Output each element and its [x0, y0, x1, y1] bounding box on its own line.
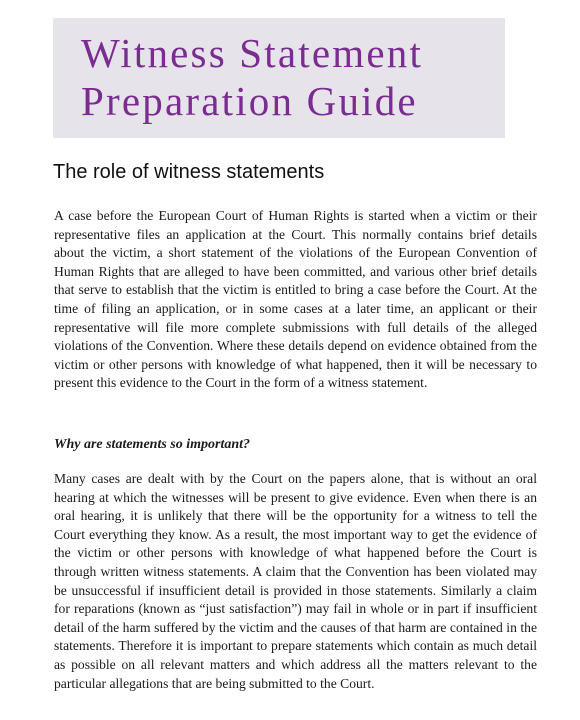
subheading-why-important: Why are statements so important? — [54, 437, 251, 452]
document-title-line-1: Witness Statement — [81, 30, 424, 76]
document-title-line-2: Preparation Guide — [81, 78, 418, 124]
title-banner — [53, 18, 505, 138]
paragraph-role-of-statements: A case before the European Court of Human Rights is started when a victim or their representative files an application at the Court. This normally contains brief details about the victim, a short statement of the violations of the European Convention of Human Rights that are alleged to have been committed, and various other brief details that serve to establish that the victim is entitled to bring a case before the Court. At the time of filing an application, or in some cases at a later time, an applicant or their representative will file more complete submissions with full details of the alleged violations of the Convention. Where these details depend on evidence obtained from the victim or other persons with knowledge of what happened, then it will be necessary to present this evidence to the Court in the form of a witness statement. — [54, 208, 537, 391]
paragraph-why-important: Many cases are dealt with by the Court on the papers alone, that is without an oral hearing at which the witnesses will be present to give evidence. Even when there is an oral hearing, it is unlikely that there will be the opportunity for a witness to tell the Court everything they know. As a result, the most important way to get the evidence of the victim or other persons with knowledge of what happened before the Court is through written witness statements. A claim that the Convention has been violated may be unsuccessful if insufficient detail is provided in those statements. Similarly a claim for reparations (known as “just satisfaction”) may fail in whole or in part if insufficient detail of the harm suffered by the victim and the causes of that harm are contained in the statements. Therefore it is important to prepare statements which contain as much detail as possible on all relevant matters and which address all the matters relevant to the particular allegations that are being submitted to the Court. — [54, 471, 537, 691]
section-heading: The role of witness statements — [53, 161, 325, 183]
